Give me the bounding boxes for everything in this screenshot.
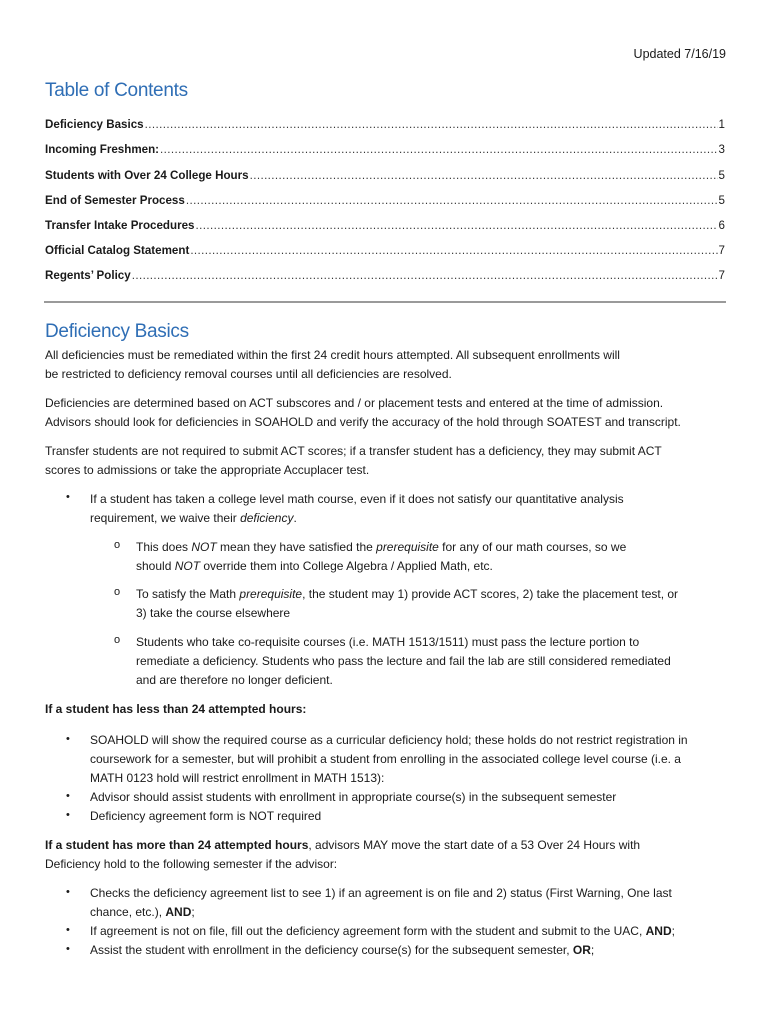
toc-leader bbox=[250, 169, 718, 182]
toc-title: Table of Contents bbox=[45, 80, 188, 101]
text-line: All deficiencies must be remediated within the first 24 credit hours attempted. All subsequent enrollments will bbox=[45, 348, 620, 362]
toc-entry-page: 7 bbox=[718, 269, 725, 283]
toc-entry[interactable] bbox=[45, 131, 725, 156]
text-line: Deficiencies are determined based on ACT subscores and / or placement tests and entered at the time of admission. bbox=[45, 396, 664, 410]
text-line: Checks the deficiency agreement list to see 1) if an agreement is on file and 2) status (First Warning, One last bbox=[90, 886, 672, 900]
text-line: SOAHOLD will show the required course as a curricular deficiency hold; these holds do not restrict registration in bbox=[90, 733, 688, 747]
subheading: If a student has less than 24 attempted hours: bbox=[45, 702, 307, 716]
toc-entry[interactable] bbox=[45, 106, 725, 131]
sub-bullet-icon: o bbox=[114, 634, 121, 646]
toc-leader bbox=[190, 244, 717, 257]
text-line: Deficiency hold to the following semester if the advisor: bbox=[45, 857, 338, 871]
toc-entry[interactable] bbox=[45, 182, 725, 207]
text-line: To satisfy the Math prerequisite, the student may 1) provide ACT scores, 2) take the placement test, or bbox=[136, 587, 679, 601]
toc-entry-title: Transfer Intake Procedures bbox=[45, 218, 195, 232]
sub-list-item bbox=[136, 538, 726, 576]
text-line: MATH 0123 hold will restrict enrollment in MATH 1513): bbox=[90, 771, 385, 785]
text-line: coursework for a semester, but will prohibit a student from enrolling in the associated college level course (i.e. a bbox=[90, 752, 681, 766]
text-line: and are therefore no longer deficient. bbox=[136, 673, 333, 687]
toc-entry-page: 7 bbox=[718, 244, 725, 258]
list-item bbox=[90, 731, 730, 788]
text-line: Students who take co-requisite courses (i.e. MATH 1513/1511) must pass the lecture portion to bbox=[136, 635, 640, 649]
toc-entry-page: 1 bbox=[718, 118, 725, 132]
paragraph bbox=[45, 836, 725, 874]
section-divider bbox=[44, 301, 726, 303]
text-line: remediate a deficiency. Students who pass the lecture and fail the lab are still considered remediated bbox=[136, 654, 671, 668]
bullet-icon: • bbox=[66, 886, 70, 898]
list-item: Assist the student with enrollment in the deficiency course(s) for the subsequent semester, OR; bbox=[90, 943, 595, 957]
toc-entry-page: 5 bbox=[718, 193, 725, 207]
table-of-contents bbox=[45, 106, 725, 282]
text-line: scores to admissions or take the appropriate Accuplacer test. bbox=[45, 463, 370, 477]
toc-leader bbox=[145, 118, 718, 131]
bullet-icon: • bbox=[66, 809, 70, 821]
updated-date: Updated 7/16/19 bbox=[633, 47, 726, 61]
text-line: If a student has taken a college level math course, even if it does not satisfy our quantitative analysis bbox=[90, 492, 624, 506]
sub-list-item bbox=[136, 633, 726, 690]
toc-entry-title: Deficiency Basics bbox=[45, 118, 144, 132]
sub-bullet-icon: o bbox=[114, 539, 121, 551]
toc-leader bbox=[132, 269, 718, 282]
bullet-icon: • bbox=[66, 943, 70, 955]
text-line: Advisors should look for deficiencies in SOAHOLD and verify the accuracy of the hold through SOATEST and transcript. bbox=[45, 415, 681, 429]
toc-entry[interactable] bbox=[45, 207, 725, 232]
toc-entry[interactable] bbox=[45, 156, 725, 181]
text-line: chance, etc.), AND; bbox=[90, 905, 195, 919]
toc-leader bbox=[160, 143, 718, 156]
sub-bullet-icon: o bbox=[114, 586, 121, 598]
text-line: requirement, we waive their deficiency. bbox=[90, 511, 297, 525]
paragraph bbox=[45, 394, 725, 432]
toc-entry-title: Incoming Freshmen: bbox=[45, 143, 160, 157]
text-line: If a student has more than 24 attempted hours, advisors MAY move the start date of a 53 Over 24 Hours with bbox=[45, 838, 641, 852]
toc-entry[interactable] bbox=[45, 257, 725, 282]
text-line: should NOT override them into College Algebra / Applied Math, etc. bbox=[136, 559, 493, 573]
list-item: Deficiency agreement form is NOT required bbox=[90, 809, 322, 823]
list-item bbox=[90, 884, 730, 922]
toc-entry-title: Regents’ Policy bbox=[45, 269, 131, 283]
toc-entry-page: 5 bbox=[718, 168, 725, 182]
bullet-icon: • bbox=[66, 790, 70, 802]
toc-entry-title: End of Semester Process bbox=[45, 193, 185, 207]
toc-entry[interactable] bbox=[45, 232, 725, 257]
section-title: Deficiency Basics bbox=[45, 321, 189, 342]
sub-list-item bbox=[136, 585, 726, 623]
toc-entry-title: Official Catalog Statement bbox=[45, 244, 190, 258]
list-item: If agreement is not on file, fill out the deficiency agreement form with the student and submit to the UAC, AND; bbox=[90, 924, 675, 938]
toc-entry-page: 3 bbox=[718, 143, 725, 157]
bullet-icon: • bbox=[66, 733, 70, 745]
paragraph bbox=[45, 442, 725, 480]
text-line: be restricted to deficiency removal courses until all deficiencies are resolved. bbox=[45, 367, 452, 381]
bullet-icon: • bbox=[66, 491, 70, 503]
text-line: Transfer students are not required to submit ACT scores; if a transfer student has a deficiency, they may submit ACT bbox=[45, 444, 662, 458]
toc-entry-page: 6 bbox=[718, 218, 725, 232]
toc-entry-title: Students with Over 24 College Hours bbox=[45, 168, 249, 182]
text-line: 3) take the course elsewhere bbox=[136, 606, 291, 620]
text-line: This does NOT mean they have satisfied the prerequisite for any of our math courses, so we bbox=[136, 540, 627, 554]
paragraph bbox=[45, 346, 725, 384]
list-item bbox=[90, 490, 730, 528]
toc-leader bbox=[196, 219, 718, 232]
toc-leader bbox=[186, 194, 718, 207]
bullet-icon: • bbox=[66, 924, 70, 936]
list-item: Advisor should assist students with enrollment in appropriate course(s) in the subsequent semester bbox=[90, 790, 617, 804]
